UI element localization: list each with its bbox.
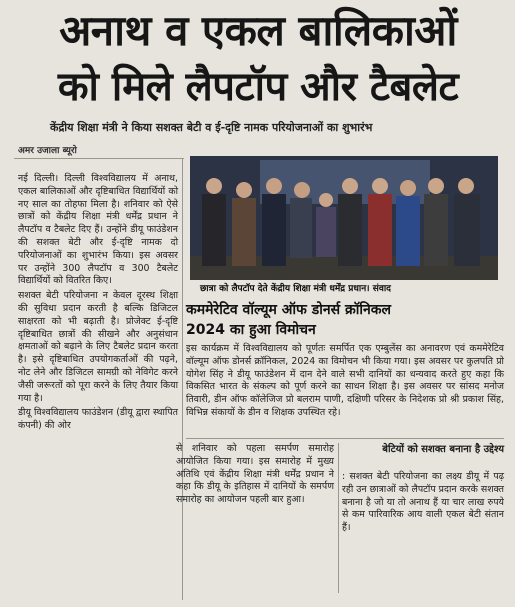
headline-line-2: को मिले लैपटॉप और टैबलेट: [57, 64, 459, 110]
subsection-headline: बेटियों को सशक्त बनाना है उद्देश्य: [382, 444, 504, 455]
subheadline: केंद्रीय शिक्षा मंत्री ने किया सशक्त बेटी व ई-दृष्टि नामक परियोजनाओं का शुभारंभ: [50, 121, 373, 134]
divider: [186, 438, 504, 439]
event-photo: [190, 156, 498, 280]
byline: अमर उजाला ब्यूरो: [18, 146, 77, 156]
col4-text: : सशक्त बेटी परियोजना का लक्ष्य डीयू में पढ़ रही उन छात्राओं को लैपटॉप प्रदान करके सशक्त बनाना है जो या तो अनाथ हैं या चार लाख रुपये से कम पारिवारिक आय वाली एकल बेटी संतान हैं।: [342, 471, 504, 534]
col1-paragraph-1: नई दिल्ली। दिल्ली विश्वविद्यालय में अनाथ, एकल बालिकाओं और दृष्टिबाधित विद्यार्थियों को नए साल का तोहफा मिला है। शनिवार को ऐसे छात्रों को केंद्रीय शिक्षा मंत्री धर्मेंद्र प्रधान ने लैपटॉप व टैबलेट दिए हैं। उन्होंने डीयू फाउंडेशन की सशक्त बेटी और ई-दृष्टि नामक दो परियोजनाओं का शुभारंभ किया। इस अवसर पर उन्होंने 300 लैपटॉप व 300 टैबलेट विद्यार्थियों को वितरित किए।: [18, 173, 178, 287]
section-headline-line-2: 2024 का हुआ विमोचन: [186, 322, 316, 338]
column-1: [18, 173, 178, 603]
col1-paragraph-3: डीयू विश्वविद्यालय फाउंडेशन (डीयू द्वारा स्थापित कंपनी) की ओर: [18, 407, 178, 432]
section-headline-line-1: कममेरेटिव वॉल्यूम ऑफ डोनर्स क्रॉनिकल: [186, 302, 391, 318]
section-headline: [186, 300, 500, 340]
section-body-text: इस कार्यक्रम में विश्वविद्यालय को पूर्णतः समर्पित एक एम्बुलेंस का अनावरण एवं कममेरेटिव वॉल्यूम ऑफ डोनर्स क्रॉनिकल, 2024 का विमोचन भी किया गया। इस अवसर पर कुलपति प्रो योगेश सिंह ने डीयू फाउंडेशन में दान देने वाले सभी दानियों का धन्यवाद करते हुए कहा कि विकसित भारत के संकल्प को पूर्ण करने का साधन शिक्षा है। इस अवसर पर सांसद मनोज तिवारी, डीन ऑफ कॉलेजिज प्रो बलराम पाणी, दक्षिणी परिसर के निदेशक प्रो श्री प्रकाश सिंह, विभिन्न संकायों के डीन व शिक्षक उपस्थित रहे।: [186, 343, 504, 418]
col1-paragraph-2: सशक्त बेटी परियोजना न केवल दूरस्थ शिक्षा की सुविधा प्रदान करती है बल्कि डिजिटल साक्षरता को भी बढ़ाती है। प्रोजेक्ट ई-दृष्टि दृष्टिबाधित छात्रों की सीखने और अनुसंधान क्षमताओं को बढ़ाने के लिए टैबलेट प्रदान करता है। इसे दृष्टिबाधित उपयोगकर्ताओं की पढ़ने, नोट लेने और डिजिटल सामग्री को नेविगेट करने जैसी जरूरतों को पूरा करने के लिए तैयार किया गया है।: [18, 290, 178, 404]
headline-line-1: अनाथ व एकल बालिकाओं: [59, 6, 457, 55]
photo-caption: छात्रा को लैपटॉप देते केंद्रीय शिक्षा मंत्री धर्मेंद्र प्रधान। संवाद: [200, 284, 391, 294]
divider: [14, 158, 184, 159]
column-divider: [338, 443, 339, 593]
event-photo-illustration: [190, 156, 498, 280]
section-body: [186, 343, 504, 435]
column-4: [342, 471, 504, 601]
col3-text: से शनिवार को पहला समर्पण समारोह आयोजित किया गया। इस समारोह में मुख्य अतिथि एवं केंद्रीय शिक्षा मंत्री धर्मेंद्र प्रधान ने कहा कि डीयू के इतिहास में दानियों के समर्पण समारोह का आयोजन पहली बार हुआ।: [176, 443, 334, 506]
column-3: [176, 443, 334, 593]
